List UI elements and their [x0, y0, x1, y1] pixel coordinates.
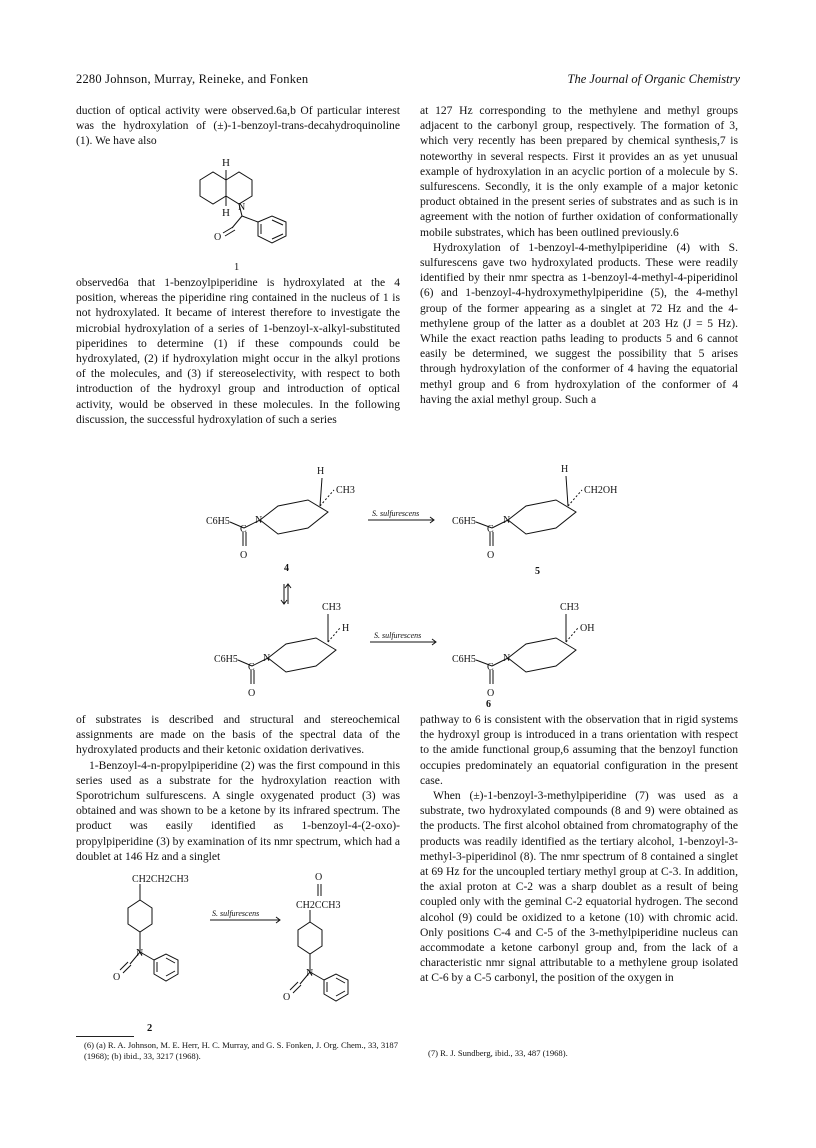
label-C6H5: C6H5: [452, 654, 476, 665]
right-column-top: [420, 103, 738, 407]
label-N: N: [238, 202, 246, 213]
label-O: O: [487, 550, 495, 561]
compound-number-4: 4: [284, 563, 289, 574]
label-C6H5: C6H5: [206, 516, 230, 527]
label-CH3: CH3: [560, 602, 579, 613]
label-N: N: [263, 653, 271, 664]
label-N: N: [136, 948, 144, 959]
label-C: C: [248, 662, 255, 673]
label-CH3: CH3: [336, 485, 355, 496]
scheme-2-3: [100, 866, 400, 1026]
paragraph: pathway to 6 is consistent with the observation that in rigid systems the hydroxyl group is introduced in a trans orientation with respect to the amide functional group,6 assuming that the benzoyl function occupies predominately an equatorial configuration in the present case.: [420, 713, 738, 787]
label-C: C: [240, 524, 247, 535]
paragraph: duction of optical activity were observed.6a,b Of particular interest was the hydroxylation of (±)-1-benzoyl-trans-decahydroquinoline (1). We have also: [76, 104, 400, 148]
label-C: C: [487, 662, 494, 673]
footnote-6: (6) (a) R. A. Johnson, M. E. Herr, H. C. Murray, and G. S. Fonken, J. Org. Chem., 33, 3187 (1968); (b) ibid., 33, 3217 (1968).: [84, 1040, 399, 1061]
label-N: N: [503, 515, 511, 526]
label-N: N: [306, 968, 314, 979]
label-O: O: [487, 688, 495, 699]
paragraph: observed6a that 1-benzoylpiperidine is hydroxylated at the 4 position, whereas the piperidine ring contained in the nucleus of 1 is not hydroxylated. It became of interest therefore to investigate the microbial hydroxylation of a series of 1-benzoyl-x-alkyl-substituted piperidines to determine (1) if these compounds could be hydroxylated, (2) if hydroxylation might occur in the alkyl protions of the molecules, and (3) if stereoselectivity, with respect to both introduction of the hydroxyl group and introduction of optical activity, would be observed in these molecules. In the following discussion, the successful hydroxylation of such a series: [76, 276, 400, 426]
running-header: [76, 72, 740, 90]
label-C6H5: C6H5: [214, 654, 238, 665]
paragraph: 1-Benzoyl-4-n-propylpiperidine (2) was the first compound in this series used as a substrate for the hydroxylation reaction with Sporotrichum sulfurescens. A single oxygenated product (3) was obtained and was shown to be a ketone by its infrared spectrum. The product was easily identified as 1-benzoyl-4-(2-oxo)-propylpiperidine (3) by examination of its nmr spectrum, which had a doublet at 146 Hz and a singlet: [76, 758, 400, 863]
left-column-top: [76, 103, 400, 149]
footnote-7: (7) R. J. Sundberg, ibid., 33, 487 (1968).: [428, 1048, 568, 1058]
paragraph: When (±)-1-benzoyl-3-methylpiperidine (7) was used as a substrate, two hydroxylated compounds (8 and 9) were obtained as the products. The first alcohol obtained from chromatography of the products was readily identified as the tertiary alcohol, 1-benzoyl-3-methyl-3-piperidinol (8). The nmr spectrum of 8 contained a singlet at 69 Hz for the uncoupled tertiary methyl group at C-3. In addition, the axial proton at C-2 was a sharp doublet as a result of being coupled only with the geminal C-2 equatorial hydrogen. The second alcohol (9) could be oxidized to a ketone (10) with chromic acid. Only positions C-4 and C-5 of the 3-methylpiperidine nucleus can accommodate a ketone carbonyl group and, from the lack of a characteristic nmr signal attributable to a methylene group isolated at C-6 by a C-5 carbonyl, the position of the oxygen in: [420, 789, 738, 985]
label-O: O: [113, 972, 121, 983]
compound-number-1: 1: [234, 262, 240, 273]
label-O: O: [283, 992, 291, 1003]
left-column-middle: [76, 275, 400, 427]
label-H: H: [561, 464, 569, 475]
label-H: H: [222, 157, 230, 169]
paragraph: Hydroxylation of 1-benzoyl-4-methylpiperidine (4) with S. sulfurescens gave two hydroxylated products. These were readily identified by their nmr spectra as 1-benzoyl-4-methyl-4-piperidinol (6) and 1-benzoyl-4-hydroxymethylpiperidine (5), the 4-methyl group of the former appearing as a singlet at 72 Hz and the 4-methylene group of the latter as a doublet at 203 Hz (J = 5 Hz). While the exact reaction paths leading to products 5 and 6 cannot easily be determined, we suggest the possibility that 5 arises through hydroxylation of the conformer of 4 having the equatorial methyl group and 6 from hydroxylation of the conformer of 4 having the axial methyl group. Such a: [420, 240, 738, 406]
arrow-label: S. sulfurescens: [374, 631, 422, 640]
paragraph: at 127 Hz corresponding to the methylene and methyl groups adjacent to the carbonyl group, respectively. The formation of 3, which very recently has been prepared by chemical synthesis,7 is noteworthy in several respects. First it provides an as yet unusual example of hydroxylation in an acyclic portion of a molecule by S. sulfurescens. Secondly, it is the only example of a major ketonic product obtained in the present series of substrates and as such is in agreement with the notion of further oxidation of conformationally mobile substrates, which has been outlined previously.6: [420, 104, 738, 239]
label-H: H: [342, 623, 350, 634]
paragraph: of substrates is described and structural and stereochemical assignments are made on the basis of the spectral data of the hydroxylated products and their ketonic oxidation derivatives.: [76, 713, 400, 757]
label-oxopropyl: CH2CCH3: [296, 900, 341, 911]
label-N: N: [503, 653, 511, 664]
compound-number-6: 6: [486, 699, 491, 710]
label-CH3: CH3: [322, 602, 341, 613]
label-O: O: [214, 232, 222, 243]
label-H: H: [317, 466, 325, 477]
arrow-label: S. sulfurescens: [212, 909, 260, 918]
label-C6H5: C6H5: [452, 516, 476, 527]
label-OH: OH: [580, 623, 595, 634]
compound-number-2: 2: [147, 1023, 153, 1034]
structure-compound-1: [180, 152, 320, 264]
compound-number-5: 5: [535, 566, 540, 577]
label-CH2OH: CH2OH: [584, 485, 618, 496]
scheme-drawing: [200, 462, 760, 708]
label-propyl: CH2CH2CH3: [132, 874, 189, 885]
journal-title: The Journal of Organic Chemistry: [567, 72, 740, 86]
label-O: O: [248, 688, 256, 699]
scheme-2-3-drawing: [100, 866, 400, 1026]
footnote-rule: [76, 1036, 134, 1037]
compound-1-drawing: [180, 152, 320, 264]
label-N: N: [255, 515, 263, 526]
page-number-authors: 2280 Johnson, Murray, Reineke, and Fonken: [76, 72, 309, 86]
scheme-4-5-6: [200, 462, 760, 708]
label-O: O: [315, 872, 323, 883]
label-C: C: [487, 524, 494, 535]
left-column-bottom: [76, 712, 400, 864]
right-column-bottom: [420, 712, 738, 986]
label-H: H: [222, 207, 230, 219]
label-O: O: [240, 550, 248, 561]
arrow-label: S. sulfurescens: [372, 509, 420, 518]
